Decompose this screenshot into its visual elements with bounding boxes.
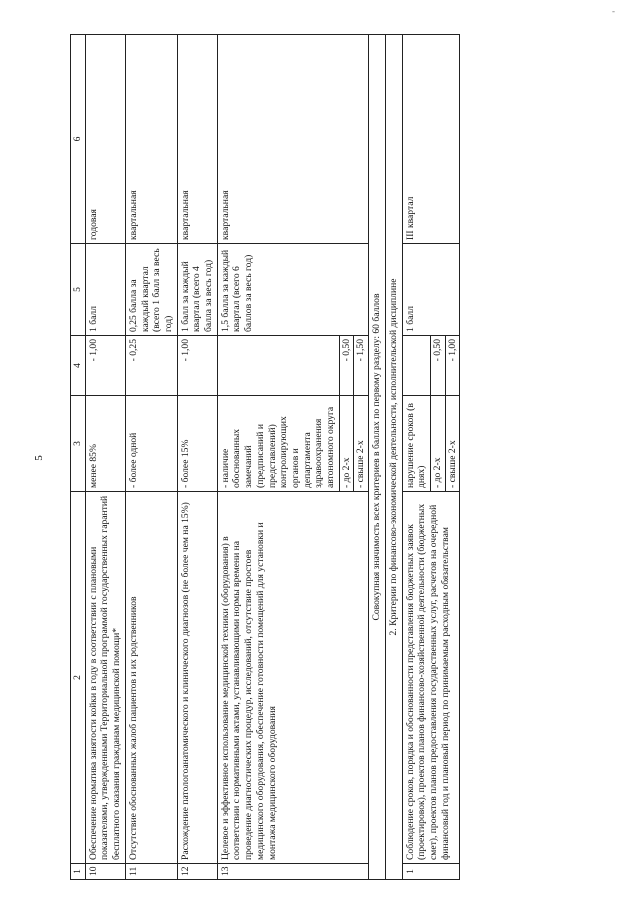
rotated-table-container xyxy=(70,35,595,880)
table-row xyxy=(85,35,125,880)
max-points-cell: 1 балл xyxy=(402,244,460,336)
period-cell: квартальная xyxy=(177,35,217,244)
criterion-cell: Соблюдение сроков, порядка и обоснованности представления бюджетных заявок (проектировок), проектов планов финансово-хозяйственной деятельности (бюджетных смет), проектов планов предоставления государственных услуг, расчетов на очередной финансовый год и плановый период по принимаемым расходным обязательствам xyxy=(402,492,460,864)
total-cell: Совокупная значимость всех критериев в баллах по первому разделу: 60 баллов xyxy=(369,35,386,880)
period-cell: годовая xyxy=(85,35,125,244)
criterion-cell: Расхождение патологоанатомического и клинического диагнозов (не более чем на 15%) xyxy=(177,492,217,864)
condition-cell: - более 15% xyxy=(177,396,217,492)
period-cell: III квартал xyxy=(402,35,460,244)
condition-cell: - свыше 2-х xyxy=(445,396,460,492)
table-row xyxy=(402,35,430,880)
criteria-table xyxy=(70,34,460,880)
row-number: 12 xyxy=(177,864,217,880)
criterion-cell: Обеспечение норматива занятости койки в году в соответствии с плановыми показателями, утвержденными Территориальной программой государственных гарантий бесплатного оказания гражданам медицинской помощи* xyxy=(85,492,125,864)
points-cell: - 1,00 xyxy=(85,336,125,396)
row-number: 1 xyxy=(402,864,460,880)
total-row xyxy=(369,35,386,880)
row-number: 13 xyxy=(217,864,368,880)
points-cell: - 0,25 xyxy=(125,336,177,396)
max-points-cell: 0,25 балла за каждый квартал (всего 1 балл за весь год) xyxy=(125,244,177,336)
criterion-cell: Целевое и эффективное использование медицинской техники (оборудования) в соответствии с нормативными актами, устанавливающими нормы времени на проведение диагностических процедур, исследований, отсутствие простоев медицинского оборудования, обеспечение готовности помещений для установки и монтажа медицинского оборудования xyxy=(217,492,368,864)
max-points-cell: 1 балл xyxy=(85,244,125,336)
section-heading: 2. Критерии по финансово-экономической деятельности, исполнительской дисциплине xyxy=(385,35,402,880)
header-row xyxy=(71,35,86,880)
row-number: 11 xyxy=(125,864,177,880)
period-cell: квартальная xyxy=(125,35,177,244)
period-cell: квартальная xyxy=(217,35,368,244)
condition-cell: - наличие обоснованных замечаний (предписаний и представлений) контролирующих органов и департамента здравоохранения автономного округа xyxy=(217,396,339,492)
condition-cell: - свыше 2-х xyxy=(354,396,369,492)
header-cell-3: 3 xyxy=(71,396,86,492)
row-number: 10 xyxy=(85,864,125,880)
condition-cell: нарушение сроков (в днях) xyxy=(402,396,430,492)
max-points-cell: 1 балл за каждый квартал (всего 4 балла за весь год) xyxy=(177,244,217,336)
points-cell xyxy=(402,336,430,396)
points-cell xyxy=(217,336,339,396)
condition-cell: - до 2-х xyxy=(339,396,354,492)
header-cell-1: 1 xyxy=(71,864,86,880)
header-cell-6: 6 xyxy=(71,35,86,244)
condition-cell: - более одной xyxy=(125,396,177,492)
header-cell-4: 4 xyxy=(71,336,86,396)
points-cell: - 1,00 xyxy=(445,336,460,396)
corner-mark: - xyxy=(612,6,615,16)
table-row xyxy=(177,35,217,880)
points-cell: - 1,00 xyxy=(177,336,217,396)
header-cell-5: 5 xyxy=(71,244,86,336)
table-row xyxy=(217,35,339,880)
condition-cell: - до 2-х xyxy=(430,396,445,492)
points-cell: - 1,50 xyxy=(354,336,369,396)
criterion-cell: Отсутствие обоснованных жалоб пациентов и их родственников xyxy=(125,492,177,864)
page-number: 5 xyxy=(32,455,45,461)
points-cell: - 0,50 xyxy=(339,336,354,396)
condition-cell: менее 85% xyxy=(85,396,125,492)
max-points-cell: 1,5 балла за каждый квартал (всего 6 баллов за весь год) xyxy=(217,244,368,336)
points-cell: - 0,50 xyxy=(430,336,445,396)
table-row xyxy=(125,35,177,880)
section-heading-row xyxy=(385,35,402,880)
header-cell-2: 2 xyxy=(71,492,86,864)
